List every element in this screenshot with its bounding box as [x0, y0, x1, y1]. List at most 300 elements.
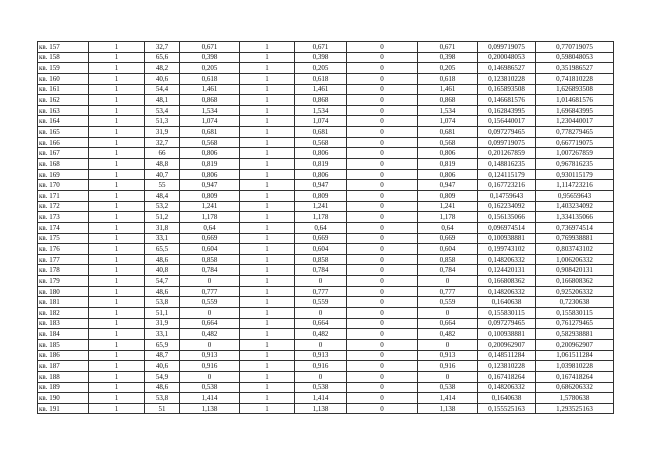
table-cell: 0,559: [295, 297, 347, 308]
table-cell: 0,669: [295, 233, 347, 244]
table-row: [38, 169, 614, 180]
table-cell: 0: [347, 350, 418, 361]
table-cell: 1: [89, 361, 145, 372]
table-row: [38, 297, 614, 308]
table-cell: 0: [418, 339, 478, 350]
table-cell: 1: [89, 403, 145, 414]
table-cell: 0,538: [295, 382, 347, 393]
table-cell: 0,618: [418, 73, 478, 84]
table-cell: 0: [347, 95, 418, 106]
table-cell: 1,006206332: [536, 254, 614, 265]
table-cell: 0,806: [180, 169, 240, 180]
table-cell: 0,097279465: [478, 318, 536, 329]
table-cell: 0,201267859: [478, 148, 536, 159]
table-row: [38, 137, 614, 148]
table-cell: 1: [89, 169, 145, 180]
table-row: [38, 73, 614, 84]
table-cell: 0,784: [418, 265, 478, 276]
table-cell: 1: [240, 265, 295, 276]
table-cell: 0,784: [295, 265, 347, 276]
table-cell: 0,778279465: [536, 127, 614, 138]
table-cell: 1: [240, 350, 295, 361]
table-cell: 0,200962907: [536, 339, 614, 350]
table-row: [38, 329, 614, 340]
table-cell: 0,667719075: [536, 137, 614, 148]
table-cell: 1,178: [295, 212, 347, 223]
table-cell: 1,5780638: [536, 393, 614, 404]
table-cell: 1: [240, 382, 295, 393]
table-row: [38, 116, 614, 127]
table-cell: 0,167723216: [478, 180, 536, 191]
table-cell: 31,9: [145, 127, 180, 138]
table-cell: 0: [347, 276, 418, 287]
table-cell: 1: [240, 201, 295, 212]
table-cell: 0,916: [180, 361, 240, 372]
table-cell: 0,947: [418, 180, 478, 191]
table-cell: 0,806: [180, 148, 240, 159]
table-cell: 0: [295, 276, 347, 287]
table-cell: 0,398: [180, 52, 240, 63]
apartment-label-cell: кв. 186: [38, 350, 89, 361]
table-cell: 1: [89, 52, 145, 63]
table-cell: 0,913: [295, 350, 347, 361]
table-cell: 0,568: [418, 137, 478, 148]
table-cell: 1: [89, 84, 145, 95]
apartment-label-cell: кв. 188: [38, 371, 89, 382]
table-cell: 0,123810228: [478, 361, 536, 372]
table-cell: 1,241: [295, 201, 347, 212]
apartment-label-cell: кв. 187: [38, 361, 89, 372]
table-row: [38, 233, 614, 244]
table-cell: 1: [89, 233, 145, 244]
table-cell: 0,538: [180, 382, 240, 393]
table-cell: 0: [347, 222, 418, 233]
table-cell: 1: [240, 361, 295, 372]
table-cell: 1: [89, 190, 145, 201]
table-cell: 0,568: [295, 137, 347, 148]
table-cell: 0,64: [180, 222, 240, 233]
table-cell: 32,7: [145, 42, 180, 53]
table-row: [38, 318, 614, 329]
table-cell: 1,534: [180, 105, 240, 116]
apartment-label-cell: кв. 160: [38, 73, 89, 84]
apartment-label-cell: кв. 190: [38, 393, 89, 404]
table-cell: 0,482: [295, 329, 347, 340]
table-cell: 1,534: [418, 105, 478, 116]
table-row: [38, 84, 614, 95]
table-cell: 1,007267859: [536, 148, 614, 159]
table-cell: 1: [240, 148, 295, 159]
table-cell: 0,199743102: [478, 244, 536, 255]
table-cell: 0: [347, 63, 418, 74]
table-cell: 0: [347, 265, 418, 276]
table-cell: 0,64: [295, 222, 347, 233]
table-cell: 0,671: [180, 42, 240, 53]
table-cell: 1: [89, 127, 145, 138]
table-cell: 0,669: [180, 233, 240, 244]
table-cell: 0,95659643: [536, 190, 614, 201]
table-cell: 1,461: [418, 84, 478, 95]
table-cell: 0,124115179: [478, 169, 536, 180]
table-cell: 0,148511284: [478, 350, 536, 361]
table-cell: 1: [240, 308, 295, 319]
table-cell: 1: [240, 95, 295, 106]
table-cell: 65,6: [145, 52, 180, 63]
table-cell: 1: [240, 233, 295, 244]
table-cell: 0,165893508: [478, 84, 536, 95]
apartment-label-cell: кв. 176: [38, 244, 89, 255]
table-cell: 1: [89, 63, 145, 74]
table-cell: 48,4: [145, 190, 180, 201]
table-cell: 1: [240, 127, 295, 138]
table-cell: 1: [89, 382, 145, 393]
table-cell: 0,559: [418, 297, 478, 308]
table-cell: 1: [89, 329, 145, 340]
table-cell: 0,64: [418, 222, 478, 233]
table-cell: 0,671: [295, 42, 347, 53]
table-cell: 1,293525163: [536, 403, 614, 414]
table-cell: 0: [347, 84, 418, 95]
table-cell: 1: [240, 52, 295, 63]
table-cell: 54,9: [145, 371, 180, 382]
table-cell: 1: [240, 84, 295, 95]
table-cell: 53,8: [145, 297, 180, 308]
table-cell: 65,9: [145, 339, 180, 350]
table-cell: 0,806: [418, 169, 478, 180]
table-cell: 0,809: [418, 190, 478, 201]
table-cell: 1,403234092: [536, 201, 614, 212]
table-row: [38, 308, 614, 319]
table-cell: 0,769938881: [536, 233, 614, 244]
table-cell: 0: [347, 116, 418, 127]
table-cell: 54,7: [145, 276, 180, 287]
table-cell: 1: [89, 393, 145, 404]
apartment-label-cell: кв. 157: [38, 42, 89, 53]
table-cell: 0,148206332: [478, 286, 536, 297]
table-cell: 0,166808362: [478, 276, 536, 287]
table-cell: 51,3: [145, 116, 180, 127]
table-cell: 1: [89, 339, 145, 350]
table-cell: 0,604: [180, 244, 240, 255]
table-cell: 0: [347, 212, 418, 223]
table-cell: 1: [240, 297, 295, 308]
table-cell: 1: [89, 42, 145, 53]
table-cell: 0: [347, 137, 418, 148]
table-row: [38, 371, 614, 382]
table-cell: 0,099719075: [478, 42, 536, 53]
table-row: [38, 42, 614, 53]
table-cell: 0,146986527: [478, 63, 536, 74]
table-cell: 0: [347, 159, 418, 170]
table-cell: 0,868: [418, 95, 478, 106]
table-cell: 48,8: [145, 159, 180, 170]
table-cell: 53,8: [145, 393, 180, 404]
table-cell: 1: [89, 159, 145, 170]
table-cell: 0,559: [180, 297, 240, 308]
table-cell: 1: [240, 73, 295, 84]
table-cell: 32,7: [145, 137, 180, 148]
table-cell: 0,14759643: [478, 190, 536, 201]
table-cell: 0,582938881: [536, 329, 614, 340]
table-cell: 48,6: [145, 286, 180, 297]
apartment-label-cell: кв. 159: [38, 63, 89, 74]
table-row: [38, 339, 614, 350]
table-cell: 1: [89, 265, 145, 276]
table-cell: 40,6: [145, 361, 180, 372]
table-cell: 1,014681576: [536, 95, 614, 106]
table-cell: 1,074: [180, 116, 240, 127]
table-cell: 1,039810228: [536, 361, 614, 372]
table-cell: 0,809: [295, 190, 347, 201]
data-table-container: [37, 41, 614, 414]
table-cell: 0,205: [418, 63, 478, 74]
table-cell: 40,7: [145, 169, 180, 180]
table-cell: 0: [347, 169, 418, 180]
table-cell: 0,858: [418, 254, 478, 265]
table-cell: 0: [347, 42, 418, 53]
table-cell: 0,819: [418, 159, 478, 170]
table-cell: 1: [89, 350, 145, 361]
apartment-label-cell: кв. 164: [38, 116, 89, 127]
table-cell: 0,868: [295, 95, 347, 106]
table-cell: 0: [180, 371, 240, 382]
table-cell: 1: [240, 371, 295, 382]
table-cell: 0,398: [295, 52, 347, 63]
table-cell: 1: [240, 63, 295, 74]
table-cell: 0,686206332: [536, 382, 614, 393]
table-cell: 54,4: [145, 84, 180, 95]
table-cell: 0: [418, 308, 478, 319]
table-cell: 1: [240, 393, 295, 404]
table-cell: 0,681: [295, 127, 347, 138]
table-cell: 0,124420131: [478, 265, 536, 276]
apartment-label-cell: кв. 168: [38, 159, 89, 170]
table-row: [38, 393, 614, 404]
apartment-label-cell: кв. 161: [38, 84, 89, 95]
table-row: [38, 180, 614, 191]
apartment-label-cell: кв. 170: [38, 180, 89, 191]
table-cell: 0: [347, 403, 418, 414]
table-cell: 1,461: [295, 84, 347, 95]
table-cell: 0: [295, 308, 347, 319]
table-cell: 0,858: [295, 254, 347, 265]
table-cell: 1,178: [418, 212, 478, 223]
apartment-label-cell: кв. 171: [38, 190, 89, 201]
table-cell: 1,414: [295, 393, 347, 404]
table-cell: 0,148206332: [478, 254, 536, 265]
table-cell: 1,074: [418, 116, 478, 127]
table-cell: 0: [180, 339, 240, 350]
table-cell: 51,2: [145, 212, 180, 223]
table-cell: 53,4: [145, 105, 180, 116]
table-cell: 1,334135066: [536, 212, 614, 223]
table-cell: 1: [89, 244, 145, 255]
table-cell: 0,146681576: [478, 95, 536, 106]
table-cell: 0,100938881: [478, 329, 536, 340]
table-cell: 0,148206332: [478, 382, 536, 393]
table-cell: 0,908420131: [536, 265, 614, 276]
table-cell: 0: [347, 73, 418, 84]
table-cell: 1: [89, 212, 145, 223]
table-cell: 0: [418, 276, 478, 287]
table-cell: 0,167418264: [536, 371, 614, 382]
table-cell: 33,1: [145, 329, 180, 340]
table-cell: 0,916: [418, 361, 478, 372]
table-row: [38, 148, 614, 159]
table-cell: 0,1640638: [478, 297, 536, 308]
table-cell: 1: [240, 180, 295, 191]
table-cell: 1: [240, 403, 295, 414]
apartment-label-cell: кв. 173: [38, 212, 89, 223]
table-cell: 0,1640638: [478, 393, 536, 404]
apartment-data-table: [37, 41, 614, 414]
table-cell: 0,155830115: [536, 308, 614, 319]
table-cell: 0: [347, 254, 418, 265]
table-cell: 0,167418264: [478, 371, 536, 382]
apartment-label-cell: кв. 189: [38, 382, 89, 393]
table-cell: 1: [240, 318, 295, 329]
table-cell: 1: [89, 95, 145, 106]
table-cell: 0,482: [418, 329, 478, 340]
table-cell: 1: [240, 42, 295, 53]
table-cell: 1: [240, 329, 295, 340]
table-cell: 0,618: [295, 73, 347, 84]
table-cell: 0,947: [180, 180, 240, 191]
table-cell: 0: [347, 318, 418, 329]
table-cell: 0,770719075: [536, 42, 614, 53]
table-cell: 66: [145, 148, 180, 159]
table-cell: 1: [89, 105, 145, 116]
apartment-label-cell: кв. 166: [38, 137, 89, 148]
table-cell: 1,114723216: [536, 180, 614, 191]
table-cell: 1,241: [180, 201, 240, 212]
table-cell: 0,819: [295, 159, 347, 170]
table-cell: 1,414: [418, 393, 478, 404]
table-cell: 1,138: [180, 403, 240, 414]
table-row: [38, 265, 614, 276]
table-row: [38, 190, 614, 201]
table-cell: 48,6: [145, 254, 180, 265]
table-cell: 0,598048053: [536, 52, 614, 63]
table-cell: 51,1: [145, 308, 180, 319]
table-cell: 0,916: [295, 361, 347, 372]
table-cell: 1: [240, 212, 295, 223]
table-cell: 0: [347, 105, 418, 116]
table-cell: 0,736974514: [536, 222, 614, 233]
table-row: [38, 286, 614, 297]
apartment-label-cell: кв. 178: [38, 265, 89, 276]
table-cell: 1: [89, 116, 145, 127]
table-row: [38, 276, 614, 287]
table-cell: 33,1: [145, 233, 180, 244]
table-cell: 1,626893508: [536, 84, 614, 95]
table-cell: 1: [89, 371, 145, 382]
table-row: [38, 212, 614, 223]
table-cell: 1,061511284: [536, 350, 614, 361]
table-cell: 0: [347, 297, 418, 308]
apartment-label-cell: кв. 180: [38, 286, 89, 297]
table-cell: 1: [240, 244, 295, 255]
table-cell: 0,741810228: [536, 73, 614, 84]
table-row: [38, 201, 614, 212]
table-cell: 0,205: [295, 63, 347, 74]
apartment-label-cell: кв. 174: [38, 222, 89, 233]
table-cell: 1: [240, 105, 295, 116]
table-cell: 0: [347, 244, 418, 255]
table-cell: 0,398: [418, 52, 478, 63]
table-cell: 1: [89, 148, 145, 159]
table-cell: 0: [418, 371, 478, 382]
table-cell: 0,568: [180, 137, 240, 148]
table-cell: 1,696843995: [536, 105, 614, 116]
table-cell: 0,913: [418, 350, 478, 361]
table-cell: 1: [240, 286, 295, 297]
table-cell: 40,8: [145, 265, 180, 276]
table-cell: 0,777: [180, 286, 240, 297]
table-cell: 0,777: [418, 286, 478, 297]
table-cell: 0,7230638: [536, 297, 614, 308]
table-cell: 0,681: [180, 127, 240, 138]
table-cell: 1: [89, 308, 145, 319]
table-cell: 0,777: [295, 286, 347, 297]
table-cell: 0: [295, 339, 347, 350]
table-cell: 0,806: [295, 169, 347, 180]
table-cell: 0,669: [418, 233, 478, 244]
table-cell: 0,200962907: [478, 339, 536, 350]
apartment-label-cell: кв. 165: [38, 127, 89, 138]
table-cell: 0: [347, 361, 418, 372]
table-cell: 0: [347, 127, 418, 138]
table-cell: 0,604: [295, 244, 347, 255]
table-cell: 0,913: [180, 350, 240, 361]
table-cell: 0,156135066: [478, 212, 536, 223]
table-row: [38, 159, 614, 170]
table-cell: 1,138: [418, 403, 478, 414]
table-cell: 0,604: [418, 244, 478, 255]
table-cell: 48,7: [145, 350, 180, 361]
table-cell: 1: [240, 159, 295, 170]
table-cell: 1,138: [295, 403, 347, 414]
table-cell: 1: [89, 222, 145, 233]
table-row: [38, 244, 614, 255]
table-cell: 0,155830115: [478, 308, 536, 319]
table-row: [38, 63, 614, 74]
table-row: [38, 254, 614, 265]
table-cell: 0,200048053: [478, 52, 536, 63]
table-cell: 1: [89, 201, 145, 212]
apartment-label-cell: кв. 175: [38, 233, 89, 244]
table-cell: 0,664: [180, 318, 240, 329]
table-cell: 0: [347, 339, 418, 350]
table-cell: 0,162234092: [478, 201, 536, 212]
table-cell: 1: [240, 169, 295, 180]
table-cell: 0,538: [418, 382, 478, 393]
apartment-label-cell: кв. 158: [38, 52, 89, 63]
apartment-label-cell: кв. 163: [38, 105, 89, 116]
table-cell: 1: [89, 73, 145, 84]
table-cell: 1,074: [295, 116, 347, 127]
table-cell: 0,156440017: [478, 116, 536, 127]
table-cell: 0,925206332: [536, 286, 614, 297]
table-cell: 31,8: [145, 222, 180, 233]
table-cell: 0: [180, 276, 240, 287]
table-cell: 0: [347, 286, 418, 297]
apartment-label-cell: кв. 182: [38, 308, 89, 319]
table-row: [38, 382, 614, 393]
table-cell: 0,166808362: [536, 276, 614, 287]
apartment-label-cell: кв. 185: [38, 339, 89, 350]
table-cell: 0,351986527: [536, 63, 614, 74]
